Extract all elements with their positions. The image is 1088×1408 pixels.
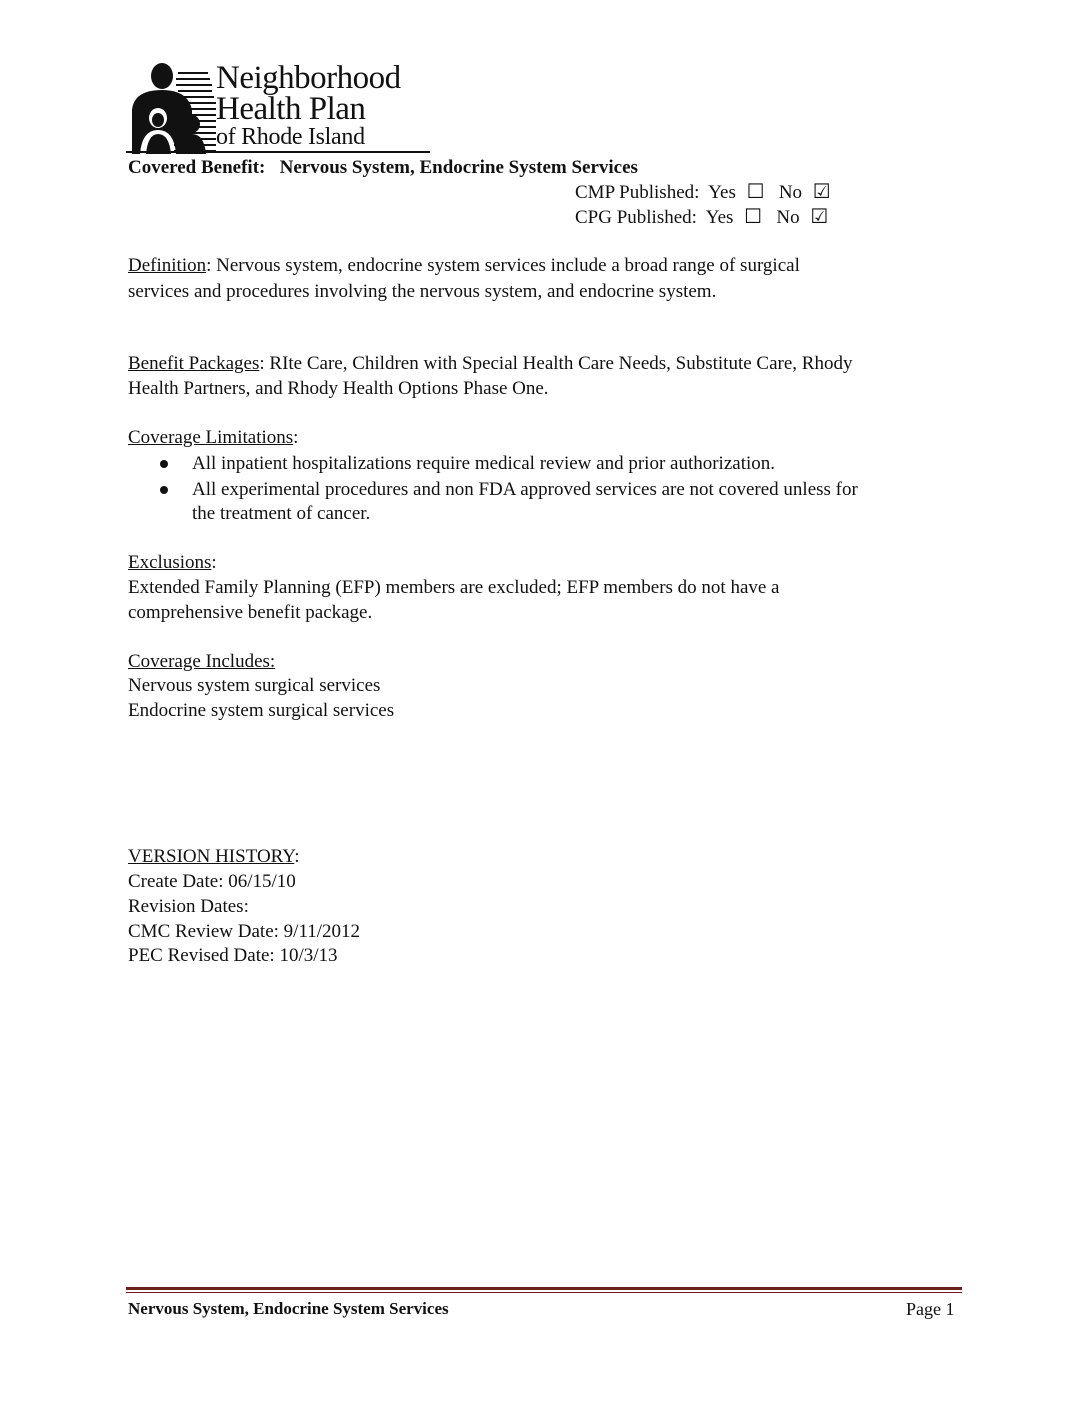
exclusions-label: Exclusions bbox=[128, 552, 212, 573]
logo-wordmark bbox=[216, 62, 401, 149]
cpg-no-label: No bbox=[776, 207, 800, 228]
exclusions-colon: : bbox=[211, 552, 217, 573]
bullet-dot-icon bbox=[160, 460, 168, 468]
cpg-published-row bbox=[575, 204, 828, 229]
logo-line-1: Neighborhood bbox=[216, 60, 401, 96]
coverage-limitations-colon: : bbox=[293, 427, 299, 448]
coverage-includes-heading: Coverage Includes: bbox=[128, 651, 276, 672]
definition-line-2: services and procedures involving the nervous system, and endocrine system. bbox=[128, 281, 717, 302]
cmp-no-label: No bbox=[778, 182, 803, 203]
benefit-packages-text-1: : RIte Care, Children with Special Health Care Needs, Substitute Care, Rhody bbox=[259, 353, 853, 374]
cmp-yes-label: Yes bbox=[708, 182, 736, 203]
definition-text-1: : Nervous system, endocrine system services include a broad range of surgical bbox=[206, 255, 800, 276]
exclusions-line-2: comprehensive benefit package. bbox=[128, 602, 373, 623]
footer-rule-thin bbox=[126, 1292, 962, 1293]
footer-title: Nervous System, Endocrine System Services bbox=[128, 1299, 449, 1318]
cpg-yes-checkbox[interactable]: ☐ bbox=[744, 206, 763, 228]
exclusions-heading bbox=[128, 551, 217, 575]
footer-page-number: Page 1 bbox=[906, 1299, 955, 1319]
limitation-text-2: All experimental procedures and non FDA approved services are not covered unless for bbox=[192, 479, 858, 500]
cmp-yes-checkbox[interactable]: ☐ bbox=[746, 181, 765, 203]
cmp-no-checkbox[interactable]: ☑ bbox=[812, 181, 831, 203]
version-history-heading bbox=[128, 845, 300, 869]
logo-line-2: Health Plan bbox=[216, 91, 366, 127]
cpg-no-checkbox[interactable]: ☑ bbox=[810, 206, 829, 228]
logo-underline bbox=[126, 151, 430, 153]
benefit-packages-line-1 bbox=[128, 352, 852, 376]
version-history-colon: : bbox=[294, 846, 300, 867]
version-revision-dates: Revision Dates: bbox=[128, 896, 249, 917]
benefit-packages-line-2: Health Partners, and Rhody Health Options Phase One. bbox=[128, 378, 549, 399]
version-create-date: Create Date: 06/15/10 bbox=[128, 871, 296, 892]
cmp-published-row bbox=[575, 179, 831, 204]
limitation-text-1: All inpatient hospitalizations require medical review and prior authorization. bbox=[192, 453, 776, 474]
version-history-label: VERSION HISTORY bbox=[128, 846, 295, 867]
definition-line-1 bbox=[128, 254, 800, 278]
footer-rule-thick bbox=[126, 1287, 962, 1290]
version-cmc-review-date: CMC Review Date: 9/11/2012 bbox=[128, 921, 361, 942]
limitation-text-2-cont: the treatment of cancer. bbox=[192, 503, 371, 524]
coverage-limitations-label: Coverage Limitations bbox=[128, 427, 294, 448]
coverage-includes-item-2: Endocrine system surgical services bbox=[128, 700, 395, 721]
coverage-limitations-heading bbox=[128, 426, 298, 450]
bullet-dot-icon bbox=[160, 486, 168, 494]
definition-label: Definition bbox=[128, 255, 207, 276]
covered-benefit-label: Covered Benefit: bbox=[128, 157, 266, 178]
benefit-packages-label: Benefit Packages bbox=[128, 353, 260, 374]
cmp-published-label: CMP Published: bbox=[575, 182, 700, 203]
covered-benefit-heading bbox=[128, 156, 638, 180]
version-pec-revised-date: PEC Revised Date: 10/3/13 bbox=[128, 945, 338, 966]
exclusions-line-1: Extended Family Planning (EFP) members are excluded; EFP members do not have a bbox=[128, 577, 780, 598]
cpg-published-label: CPG Published: bbox=[575, 207, 697, 228]
covered-benefit-value: Nervous System, Endocrine System Services bbox=[279, 157, 638, 178]
coverage-includes-item-1: Nervous system surgical services bbox=[128, 675, 381, 696]
logo-line-3: of Rhode Island bbox=[216, 124, 365, 150]
cpg-yes-label: Yes bbox=[705, 207, 734, 228]
